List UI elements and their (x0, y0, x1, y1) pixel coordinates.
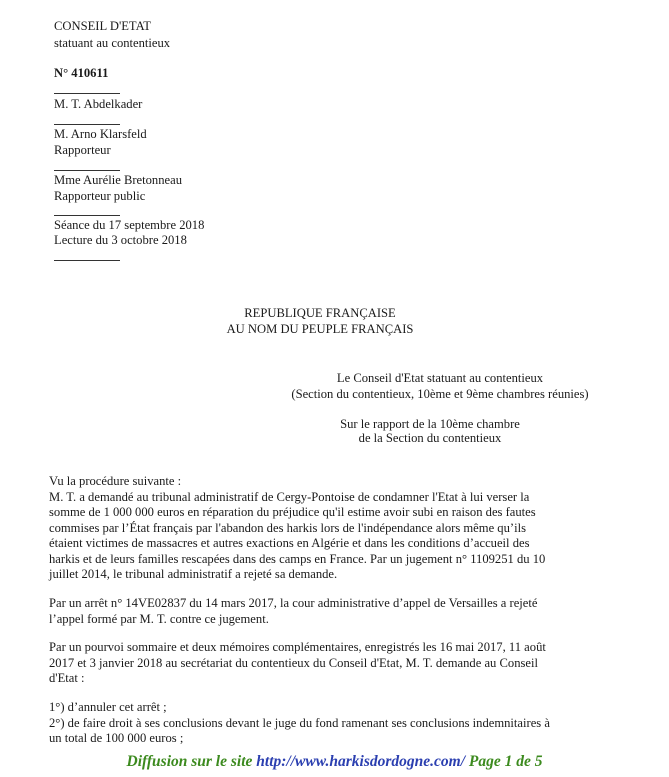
rapporteur-role: Rapporteur (54, 143, 111, 157)
separator-line (54, 170, 120, 171)
hearing-date: Séance du 17 septembre 2018 (54, 218, 205, 232)
people-heading: AU NOM DU PEUPLE FRANÇAIS (226, 322, 414, 336)
paragraph-line: M. T. a demandé au tribunal administratif de Cergy-Pontoise de condamner l'Etat à lui verser la (49, 489, 530, 504)
court-subtitle: statuant au contentieux (54, 36, 171, 50)
reading-date: Lecture du 3 octobre 2018 (54, 233, 187, 247)
separator-line (54, 260, 120, 261)
footer-banner (0, 754, 669, 770)
paragraph-line: commises par l’État français par l'abandon des harkis lors de l'indépendance alors même qu’ils (49, 520, 526, 535)
requests-paragraph (49, 700, 589, 747)
separator-line (54, 124, 120, 125)
case-number: N° 410611 (54, 66, 109, 80)
paragraph-line: Par un pourvoi sommaire et deux mémoires complémentaires, enregistrés les 16 mai 2017, 11 août (49, 640, 546, 654)
paragraph-line: somme de 1 000 000 euros en réparation du préjudice qu'il estime avoir subi en raison des fautes (49, 505, 536, 519)
paragraph-line: étaient victimes de massacres et autres exactions en Algérie et dans les conditions d’accueil des (49, 536, 530, 550)
separator-line (54, 93, 120, 94)
paragraph-line: 2°) de faire droit à ses conclusions devant le juge du fond ramenant ses conclusions indemnitaires à (49, 715, 550, 730)
public-rapporteur-role: Rapporteur public (54, 189, 146, 203)
footer-site-link[interactable]: http://www.harkisdordogne.com/ (256, 753, 465, 770)
paragraph-line: l’appel formé par M. T. contre ce jugement. (49, 611, 269, 626)
separator-line (54, 215, 120, 216)
appeal-paragraph (49, 596, 589, 627)
party-name: M. T. Abdelkader (54, 97, 143, 111)
republic-heading: REPUBLIQUE FRANÇAISE (244, 306, 396, 320)
paragraph-line: 2017 et 3 janvier 2018 au secrétariat du contentieux du Conseil d'Etat, M. T. demande au Conseil (49, 655, 538, 670)
footer-prefix: Diffusion sur le site (126, 753, 253, 770)
court-name: CONSEIL D'ETAT (54, 19, 151, 33)
paragraph-line: juillet 2014, le tribunal administratif a rejeté sa demande. (49, 567, 338, 581)
pourvoi-paragraph (49, 640, 589, 687)
public-rapporteur-name: Mme Aurélie Bretonneau (54, 173, 182, 187)
rapporteur-name: M. Arno Klarsfeld (54, 127, 147, 141)
paragraph-line: 1°) d’annuler cet arrêt ; (49, 700, 167, 714)
formation-chambers: (Section du contentieux, 10ème et 9ème chambres réunies) (291, 387, 589, 401)
footer-page-number: Page 1 de 5 (468, 753, 543, 770)
paragraph-line: d'Etat : (49, 671, 85, 685)
formation-line: Le Conseil d'Etat statuant au contentieux (336, 371, 544, 385)
paragraph-line: Par un arrêt n° 14VE02837 du 14 mars 2017, la cour administrative d’appel de Versailles a rejeté (49, 596, 538, 610)
report-section: de la Section du contentieux (358, 431, 502, 445)
paragraph-line: un total de 100 000 euros ; (49, 731, 184, 745)
paragraph-line: Vu la procédure suivante : (49, 474, 182, 488)
report-chamber: Sur le rapport de la 10ème chambre (340, 417, 520, 431)
procedure-paragraph (49, 474, 589, 583)
paragraph-line: harkis et de leurs familles rescapées dans des camps en France. Par un jugement n° 1109251 du 10 (49, 551, 546, 566)
